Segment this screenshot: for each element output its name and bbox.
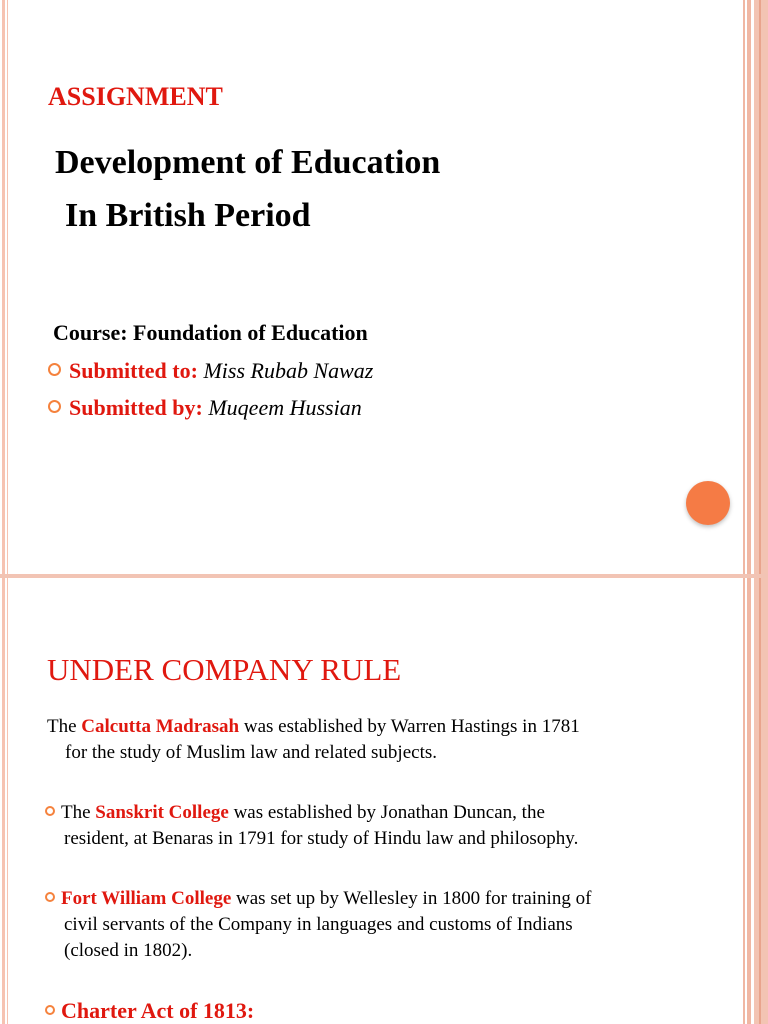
bullet-ring-icon bbox=[45, 892, 55, 902]
bullet-ring-icon bbox=[48, 400, 61, 413]
p1-highlight: Calcutta Madrasah bbox=[81, 716, 240, 737]
p2-highlight: Sanskrit College bbox=[95, 802, 229, 823]
submitted-to-label: Submitted to: bbox=[69, 358, 198, 383]
submitted-by-row bbox=[48, 395, 362, 421]
submitted-by-value: Muqeem Hussian bbox=[208, 395, 362, 420]
assignment-heading: ASSIGNMENT bbox=[48, 82, 223, 111]
p3-line2: civil servants of the Company in languages and customs of Indians bbox=[64, 914, 573, 935]
left-border bbox=[0, 0, 10, 574]
right-stripes bbox=[736, 0, 768, 574]
p1-line2: for the study of Muslim law and related subjects. bbox=[65, 742, 438, 763]
submitted-to-value: Miss Rubab Nawaz bbox=[203, 358, 374, 383]
charter-act-heading: Charter Act of 1813: bbox=[61, 998, 255, 1023]
p2-line2: resident, at Benaras in 1791 for study of Hindu law and philosophy. bbox=[64, 828, 579, 849]
submitted-by-label: Submitted by: bbox=[69, 395, 203, 420]
section-heading: UNDER COMPANY RULE bbox=[47, 652, 402, 687]
p3-highlight: Fort William College bbox=[61, 888, 232, 909]
orange-circle-decoration bbox=[686, 481, 730, 525]
bullet-ring-icon bbox=[45, 806, 55, 816]
p3-line3: (closed in 1802). bbox=[64, 940, 193, 961]
title-line-1: Development of Education bbox=[55, 144, 441, 181]
p1-prefix: The bbox=[47, 716, 82, 737]
p3-rest: was set up by Wellesley in 1800 for training of bbox=[231, 888, 592, 909]
slide-2 bbox=[0, 578, 768, 1024]
p2-prefix: The bbox=[61, 802, 96, 823]
bullet-ring-icon bbox=[48, 363, 61, 376]
course-line: Course: Foundation of Education bbox=[53, 320, 368, 345]
p1-rest: was established by Warren Hastings in 1781 bbox=[239, 716, 580, 737]
p2-rest: was established by Jonathan Duncan, the bbox=[228, 802, 545, 823]
paragraph-fort-william-college bbox=[45, 886, 685, 964]
left-border bbox=[0, 578, 10, 1024]
paragraph-sanskrit-college bbox=[45, 800, 685, 852]
charter-act-row bbox=[45, 998, 254, 1024]
title-line-2: In British Period bbox=[65, 197, 311, 234]
paragraph-calcutta-madrasah bbox=[47, 714, 687, 766]
right-stripes bbox=[736, 578, 768, 1024]
bullet-ring-icon bbox=[45, 1005, 55, 1015]
submitted-to-row bbox=[48, 358, 373, 384]
